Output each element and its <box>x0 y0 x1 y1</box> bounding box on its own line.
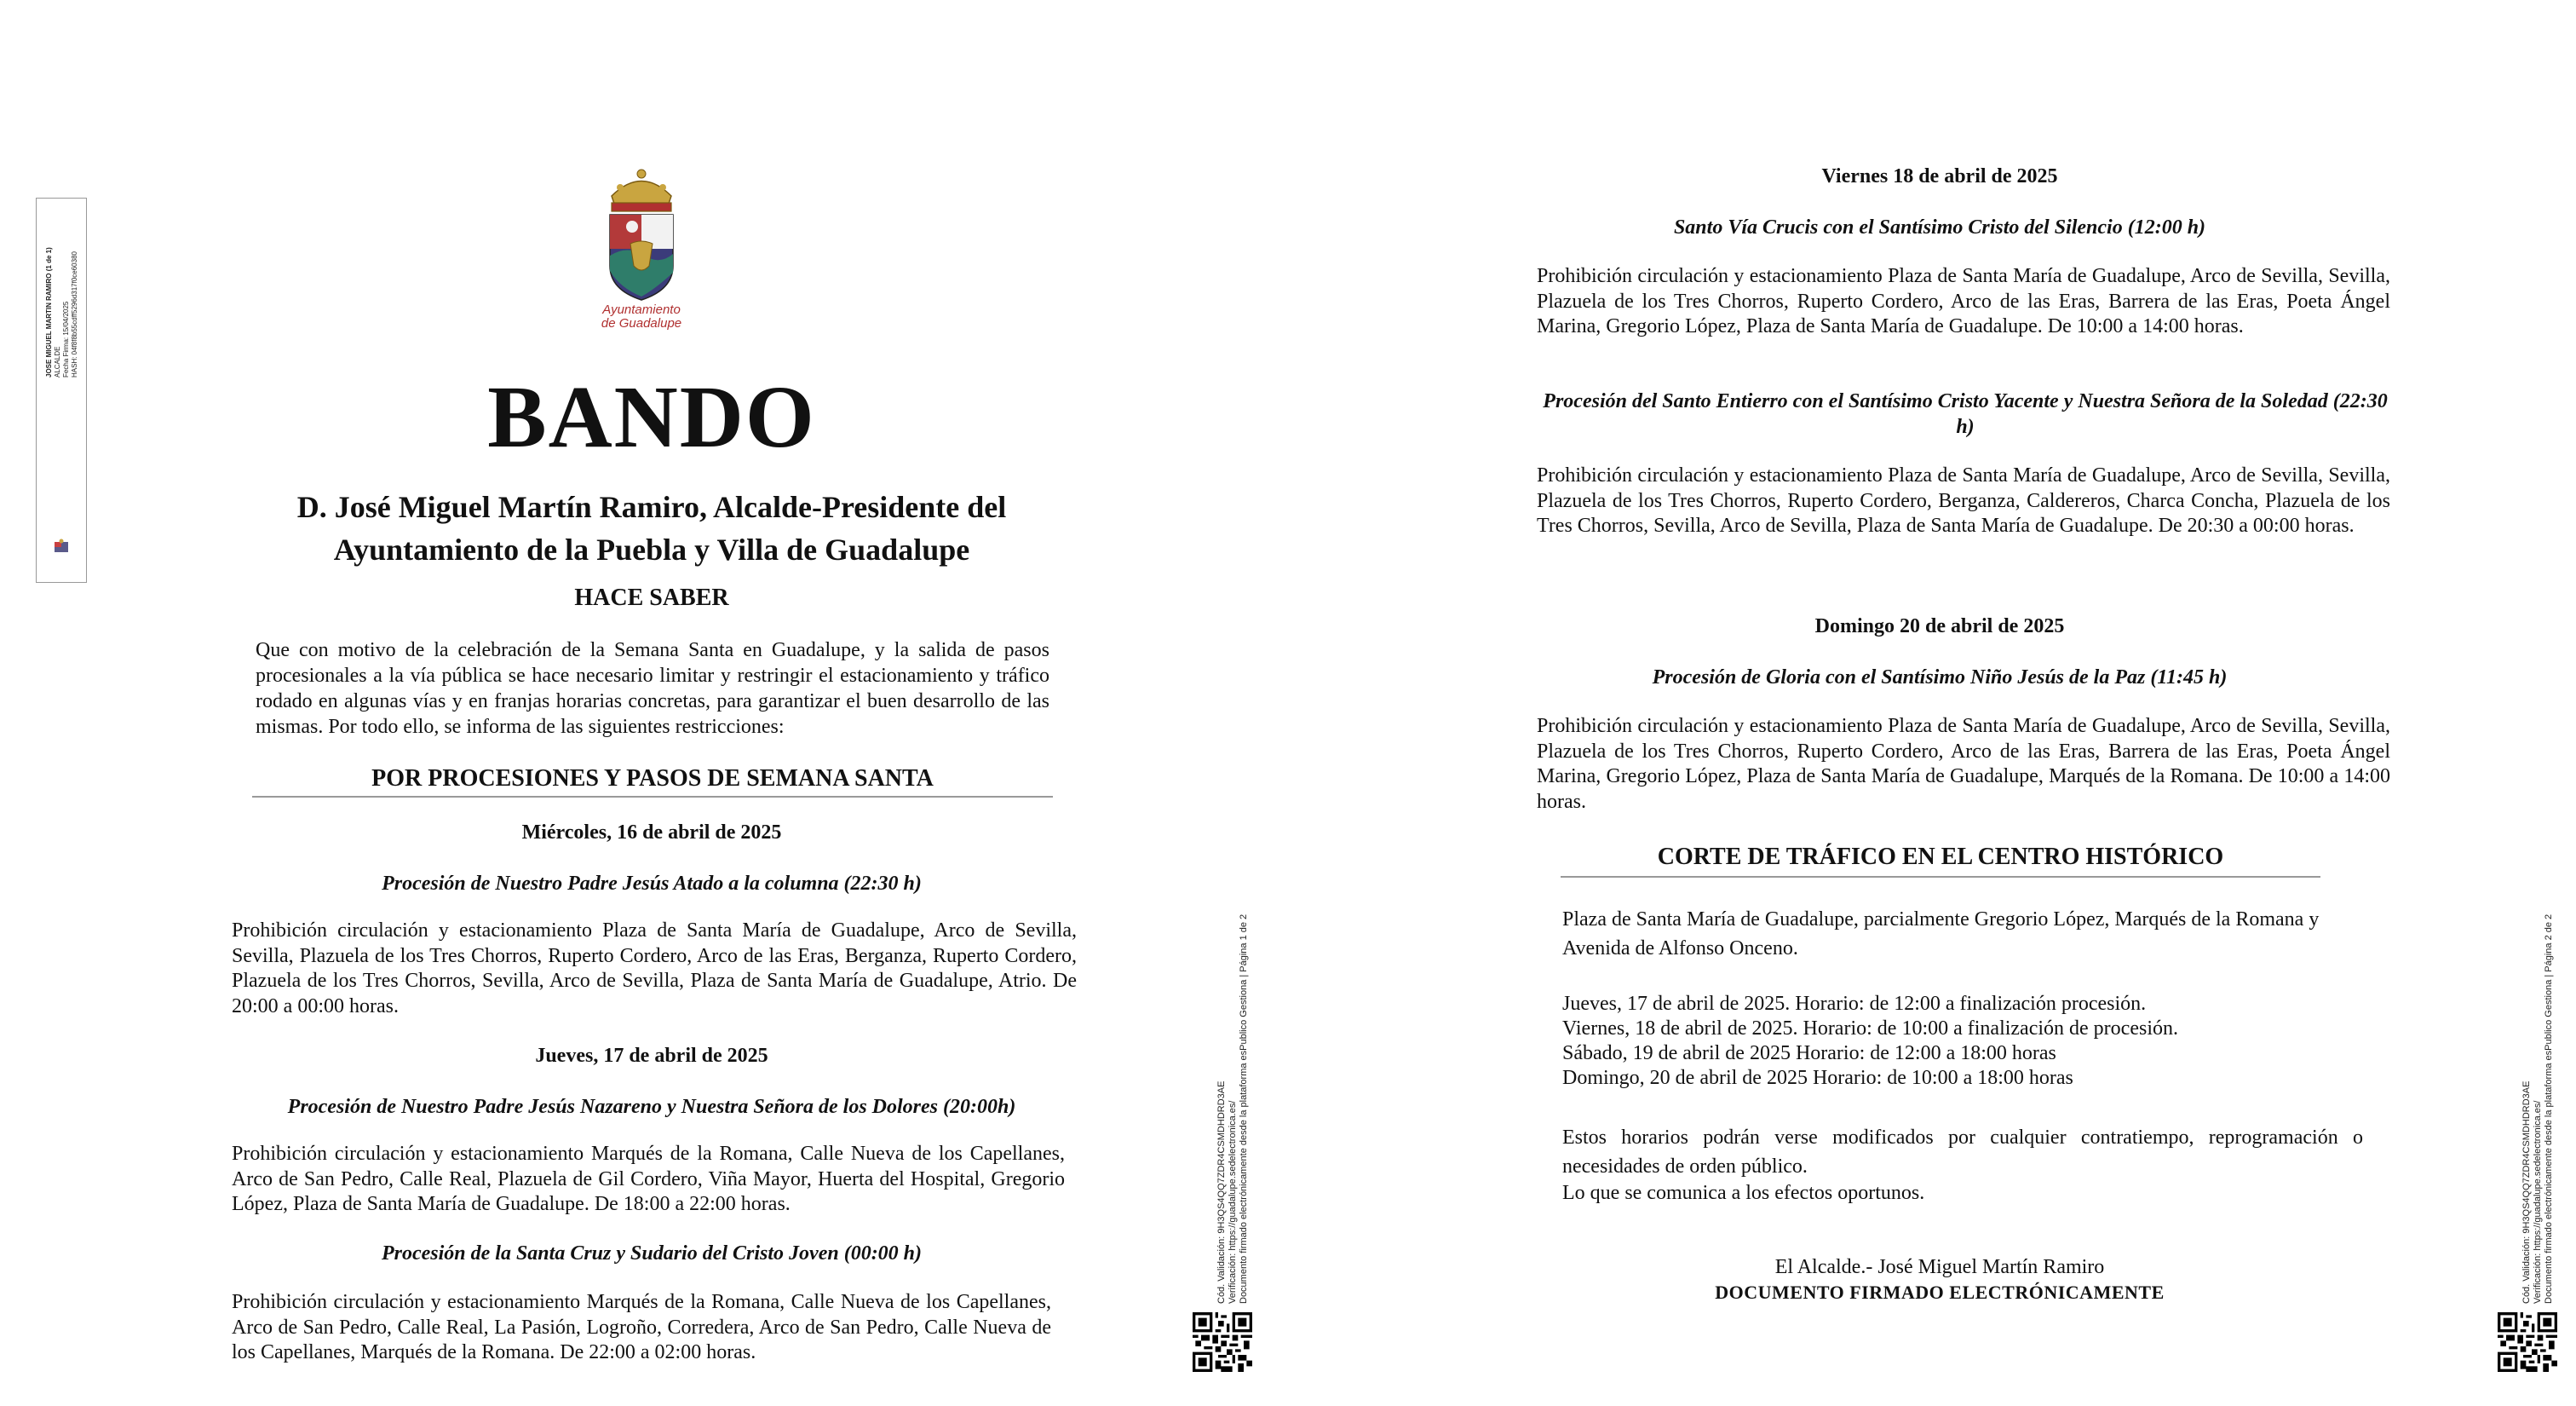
day-title-friday: Viernes 18 de abril de 2025 <box>1821 165 2058 187</box>
signature-hash: HASH: 04f8f8b55cdff5296d317f0ce60380 <box>71 251 78 377</box>
traffic-section-heading: CORTE DE TRÁFICO EN EL CENTRO HISTÓRICO <box>1561 842 2320 878</box>
document-title: BANDO <box>487 368 816 466</box>
restriction-paragraph-4: Prohibición circulación y estacionamiento Plaza de Santa María de Guadalupe, Arco de Sevilla, Sevilla, Plazuela de los Tres Chorros, Ruperto Cordero, Arco de las Eras, Barrera de las Eras, Poeta Ángel Marina, Gregorio López, Plaza de Santa María de Guadalupe. De 10:00 a 14:00 horas. <box>1537 265 2390 337</box>
mayor-line-1: D. José Miguel Martín Ramiro, Alcalde-Presidente del <box>296 490 1007 524</box>
mayor-line-2: Ayuntamiento de la Puebla y Villa de Guadalupe <box>333 533 970 567</box>
restriction-paragraph-5: Prohibición circulación y estacionamiento Plaza de Santa María de Guadalupe, Arco de Sevilla, Sevilla, Plazuela de los Tres Chorros, Ruperto Cordero, Berganza, Caldereros, Charca Concha, Plazuela de los Tres Chorros, Sevilla, Arco de Sevilla, Plaza de Santa María de Guadalupe. De 20:30 a 00:00 horas. <box>1537 464 2390 537</box>
signature-text <box>45 156 79 377</box>
hace-saber-heading: HACE SABER <box>574 585 729 611</box>
validation-code: Cód. Validación: 9H3QS4QQ7ZDR4CSMDHDRD3AE <box>1216 1080 1227 1304</box>
procession-title-1: Procesión de Nuestro Padre Jesús Atado a la columna (22:30 h) <box>382 873 922 895</box>
day-title-wednesday: Miércoles, 16 de abril de 2025 <box>521 821 782 844</box>
schedule-item: Viernes, 18 de abril de 2025. Horario: de 10:00 a finalización de procesión. <box>1562 1017 2178 1040</box>
validation-code: Cód. Validación: 9H3QS4QQ7ZDR4CSMDHDRD3AE <box>2521 1080 2532 1304</box>
schedule-item: Domingo, 20 de abril de 2025 Horario: de 10:00 a 18:00 horas <box>1562 1067 2073 1089</box>
intro-paragraph: Que con motivo de la celebración de la Semana Santa en Guadalupe, y la salida de pasos procesionales a la vía pública se hace necesario limitar y restringir el estacionamiento y tráfico rodado en algunas vías y en franjas horarias concretas, para garantizar el buen desarrollo de las mismas. Por todo ello, se informa de las siguientes restricciones: <box>256 639 1049 738</box>
procession-title-4: Santo Vía Crucis con el Santísimo Cristo del Silencio (12:00 h) <box>1673 216 2206 239</box>
mayor-heading <box>256 486 1048 571</box>
validation-platform: Documento firmado electrónicamente desde la plataforma esPublico Gestiona | Página 1 de 2 <box>1239 913 1249 1304</box>
restriction-paragraph-6: Prohibición circulación y estacionamiento Plaza de Santa María de Guadalupe, Arco de Sevilla, Sevilla, Plazuela de los Tres Chorros, Ruperto Cordero, Arco de las Eras, Barrera de las Eras, Poeta Ángel Marina, Gregorio López, Plaza de Santa María de Guadalupe, Marqués de la Romana. De 10:00 a 14:00 horas. <box>1537 715 2390 813</box>
processions-section-heading: POR PROCESIONES Y PASOS DE SEMANA SANTA <box>252 764 1053 798</box>
schedule-item: Jueves, 17 de abril de 2025. Horario: de 12:00 a finalización procesión. <box>1562 993 2147 1015</box>
qr-code-icon <box>2498 1312 2557 1372</box>
validation-url: Verificación: https://guadalupe.sedelectronica.es/ <box>2533 1100 2543 1304</box>
restriction-paragraph-1: Prohibición circulación y estacionamiento Plaza de Santa María de Guadalupe, Arco de Sevilla, Sevilla, Plazuela de los Tres Chorros, Ruperto Cordero, Arco de las Eras, Berganza, Ruperto Cordero, Plazuela de los Tres Chorros, Sevilla, Arco de Sevilla, Plaza de Santa María de Guadalupe, Atrio. De 20:00 a 00:00 horas. <box>232 919 1077 1017</box>
validation-url: Verificación: https://guadalupe.sedelectronica.es/ <box>1228 1100 1238 1304</box>
signer-line: El Alcalde.- José Miguel Martín Ramiro <box>1774 1256 2105 1278</box>
signature-role: ALCALDE <box>54 346 61 377</box>
validation-strip-page-2 <box>2521 622 2555 1304</box>
day-title-thursday: Jueves, 17 de abril de 2025 <box>535 1045 768 1067</box>
qr-code-icon <box>1193 1312 1252 1372</box>
procession-title-2: Procesión de Nuestro Padre Jesús Nazareno y Nuestra Señora de los Dolores (20:00h) <box>287 1096 1016 1118</box>
signature-stamp <box>36 198 87 583</box>
document-page-2 <box>1288 0 2576 1406</box>
restriction-paragraph-3: Prohibición circulación y estacionamiento Marqués de la Romana, Calle Nueva de los Capellanes, Arco de San Pedro, Calle Real, La Pasión, Logroño, Corredera, Arco de San Pedro, Calle Nueva de los Capellanes, Marqués de la Romana. De 22:00 a 02:00 horas. <box>232 1291 1051 1363</box>
closed-streets-paragraph: Plaza de Santa María de Guadalupe, parcialmente Gregorio López, Marqués de la Romana y Avenida de Alfonso Onceno. <box>1562 908 2320 959</box>
crest-label-line1: Ayuntamiento <box>602 303 681 317</box>
electronic-signature-note: DOCUMENTO FIRMADO ELECTRÓNICAMENTE <box>1715 1282 2165 1303</box>
schedule-list <box>1562 992 2380 1091</box>
closing-line: Lo que se comunica a los efectos oportunos. <box>1562 1182 1925 1204</box>
schedule-item: Sábado, 19 de abril de 2025 Horario: de 12:00 a 18:00 horas <box>1562 1042 2056 1064</box>
signature-name: JOSE MIGUEL MARTIN RAMIRO (1 de 1) <box>45 247 53 377</box>
schedule-note: Estos horarios podrán verse modificados por cualquier contratiempo, reprogramación o necesidades de orden público. <box>1562 1127 2363 1178</box>
validation-platform: Documento firmado electrónicamente desde la plataforma esPublico Gestiona | Página 2 de 2 <box>2544 913 2554 1304</box>
day-title-sunday: Domingo 20 de abril de 2025 <box>1814 615 2065 637</box>
procession-title-3: Procesión de la Santa Cruz y Sudario del Cristo Joven (00:00 h) <box>381 1242 923 1265</box>
procession-title-6: Procesión de Gloria con el Santísimo Niño Jesús de la Paz (11:45 h) <box>1652 666 2228 689</box>
validation-strip-page-1 <box>1216 622 1250 1304</box>
crest-label-line2: de Guadalupe <box>601 316 682 331</box>
restriction-paragraph-2: Prohibición circulación y estacionamiento Marqués de la Romana, Calle Nueva de los Capellanes, Arco de San Pedro, Calle Real, Plazuela de Gil Cordero, Viña Mayor, Huerta del Hospital, Gregorio López, Plaza de Santa María de Guadalupe. De 18:00 a 22:00 horas. <box>232 1143 1065 1215</box>
signature-date: Fecha Firma: 15/04/2025 <box>62 301 70 377</box>
signature-seal-icon <box>52 538 71 556</box>
procession-title-5: Procesión del Santo Entierro con el Santísimo Cristo Yacente y Nuestra Señora de la Soledad (22:30 h) <box>1543 390 2388 438</box>
municipal-crest-icon <box>586 162 697 332</box>
